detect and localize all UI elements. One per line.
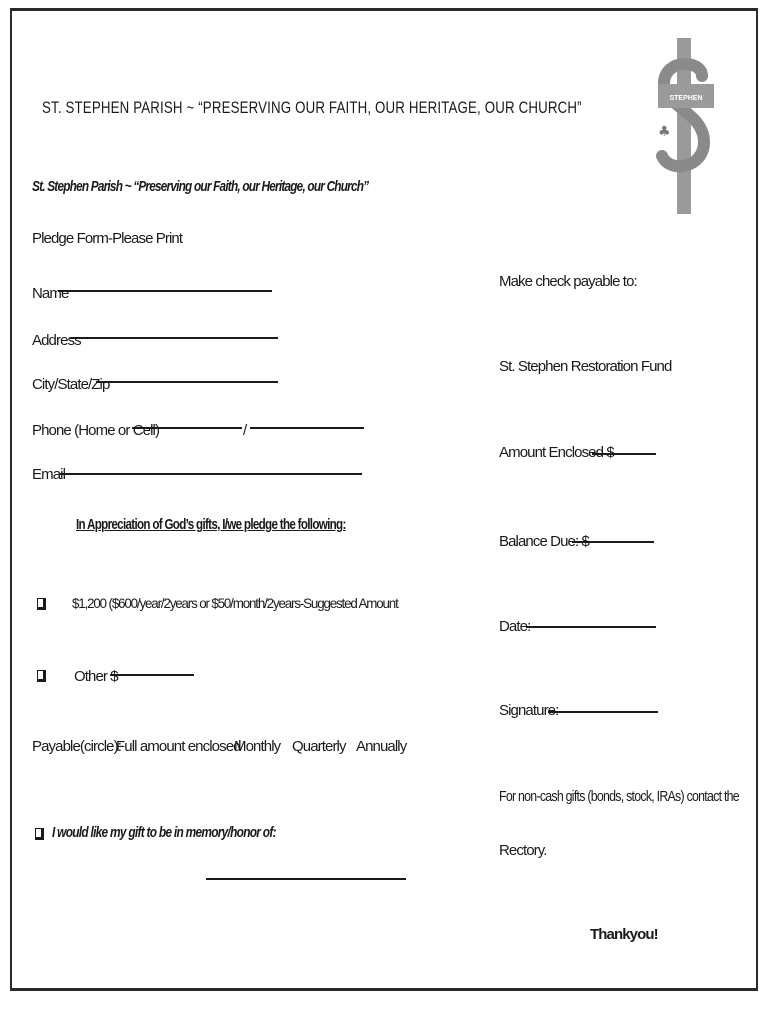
payable-label: Payable(circle): xyxy=(32,738,121,755)
amount-enclosed-label: Amount Enclosed $ xyxy=(499,444,614,461)
memory-honor-checkbox[interactable] xyxy=(35,828,44,840)
phone-cell-field[interactable] xyxy=(250,427,364,429)
memory-honor-label: I would like my gift to be in memory/honor of: xyxy=(52,824,276,841)
city-state-zip-label: City/State/Zip xyxy=(32,376,110,393)
svg-text:♣: ♣ xyxy=(658,124,671,140)
suggested-amount-label: $1,200 ($600/year/2years or $50/month/2years-Suggested Amount xyxy=(72,595,398,611)
name-field[interactable] xyxy=(58,290,272,292)
phone-separator: / xyxy=(243,422,247,439)
balance-due-label: Balance Due: $ xyxy=(499,533,589,550)
form-border xyxy=(10,8,758,991)
amount-enclosed-field[interactable] xyxy=(592,453,656,455)
phone-label: Phone (Home or Cell) xyxy=(32,422,160,439)
page-title: ST. STEPHEN PARISH ~ “PRESERVING OUR FAITH, OUR HERITAGE, OUR CHURCH” xyxy=(42,98,582,117)
address-field[interactable] xyxy=(70,337,278,339)
date-field[interactable] xyxy=(526,626,656,628)
balance-due-field[interactable] xyxy=(572,541,654,543)
memory-honor-field[interactable] xyxy=(206,878,406,880)
form-heading: Pledge Form-Please Print xyxy=(32,230,183,247)
date-label: Date: xyxy=(499,618,531,635)
address-label: Address xyxy=(32,332,81,349)
city-state-zip-field[interactable] xyxy=(96,381,278,383)
check-payable-label: Make check payable to: xyxy=(499,273,637,290)
appreciation-heading: In Appreciation of God’s gifts, I/we pledge the following: xyxy=(76,516,346,533)
non-cash-note-line1: For non-cash gifts (bonds, stock, IRAs) contact the xyxy=(499,788,739,805)
restoration-fund-label: St. Stephen Restoration Fund xyxy=(499,358,672,375)
thank-you-text: Thankyou! xyxy=(590,926,658,943)
svg-text:STEPHEN: STEPHEN xyxy=(669,95,703,102)
non-cash-note-line2: Rectory. xyxy=(499,842,547,859)
email-label: Email xyxy=(32,466,66,483)
signature-label: Signature: xyxy=(499,702,559,719)
signature-field[interactable] xyxy=(548,711,658,713)
other-amount-field[interactable] xyxy=(110,674,194,676)
suggested-amount-checkbox[interactable] xyxy=(37,598,46,610)
other-amount-checkbox[interactable] xyxy=(37,670,46,682)
name-label: Name xyxy=(32,285,69,302)
parish-logo xyxy=(654,32,714,218)
payable-option-full[interactable]: Full amount enclosed xyxy=(116,738,241,755)
other-amount-label: Other $ xyxy=(74,668,118,685)
form-subtitle: St. Stephen Parish ~ “Preserving our Faith, our Heritage, our Church” xyxy=(32,178,369,195)
phone-home-field[interactable] xyxy=(132,427,242,429)
payable-option-annually[interactable]: Annually xyxy=(356,738,407,755)
email-field[interactable] xyxy=(60,473,362,475)
payable-option-monthly[interactable]: Monthly xyxy=(234,738,281,755)
payable-option-quarterly[interactable]: Quarterly xyxy=(292,738,346,755)
